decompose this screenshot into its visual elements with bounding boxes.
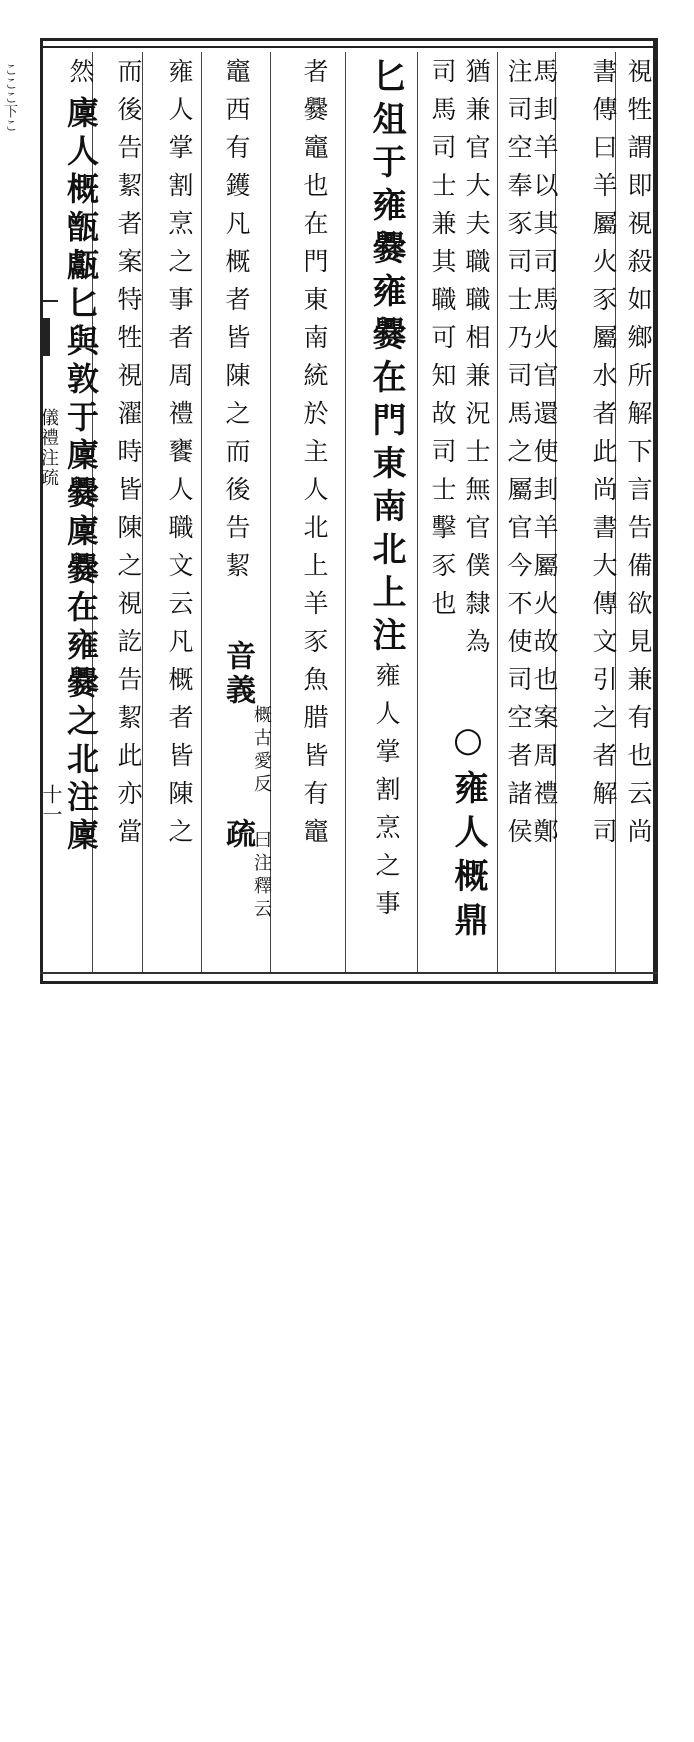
- text-column-3: 馬刲羊以其司馬火官還使刲羊屬火故也案周禮鄭: [530, 58, 559, 856]
- text-column-7-main: 匕俎于雍爨雍爨在門東南北上注: [366, 58, 406, 660]
- text-column-7-note: 雍人掌割烹之事: [372, 662, 401, 928]
- text-column-5-main: ○雍人概鼎: [448, 720, 488, 946]
- text-column-9: 竈西有鑊凡概者皆陳之而後告絜: [222, 58, 251, 590]
- yinyi-label: 音義: [220, 640, 255, 708]
- book-title: 儀禮注疏: [38, 408, 59, 488]
- column-rule: [417, 52, 418, 972]
- text-column-5: 猶兼官大夫職職相兼況士無官僕隸為: [462, 58, 491, 666]
- text-column-12-start: 然: [66, 58, 95, 96]
- text-column-6: 司馬司士兼其職可知故司士擊豕也: [428, 58, 457, 628]
- column-rule: [201, 52, 202, 972]
- frame-top-rule: [40, 46, 658, 48]
- banxin-edge-marks: こここ下こ: [2, 62, 18, 132]
- text-column-12-main: 廩人概甑甗匕與敦于廩爨廩爨在雍爨之北注廩: [62, 96, 100, 856]
- yinyi-note-1: 概古愛反: [251, 705, 272, 797]
- folio-number: 十一: [39, 784, 63, 824]
- text-column-1: 視牲謂即視殺如鄉所解下言告備欲見兼有也云尚: [624, 58, 653, 856]
- shu-note: 曰注釋云: [251, 830, 272, 922]
- shu-label: 疏: [220, 818, 255, 860]
- column-rule: [345, 52, 346, 972]
- text-column-11: 而後告絜者案特牲視濯時皆陳之視訖告絜此亦當: [114, 58, 143, 856]
- text-column-8: 者爨竈也在門東南統於主人北上羊豕魚腊皆有竈: [300, 58, 329, 856]
- column-rule: [497, 52, 498, 972]
- text-column-2: 書傳曰羊屬火豕屬水者此尚書大傳文引之者解司: [589, 58, 618, 856]
- frame-bottom-rule: [40, 972, 658, 974]
- fishtail-rule: [40, 300, 58, 302]
- fishtail-mark: [40, 318, 50, 356]
- text-column-10: 雍人掌割烹之事者周禮饔人職文云凡概者皆陳之: [165, 58, 194, 856]
- text-column-4: 注司空奉豕司士乃司馬之屬官今不使司空者諸侯: [504, 58, 533, 856]
